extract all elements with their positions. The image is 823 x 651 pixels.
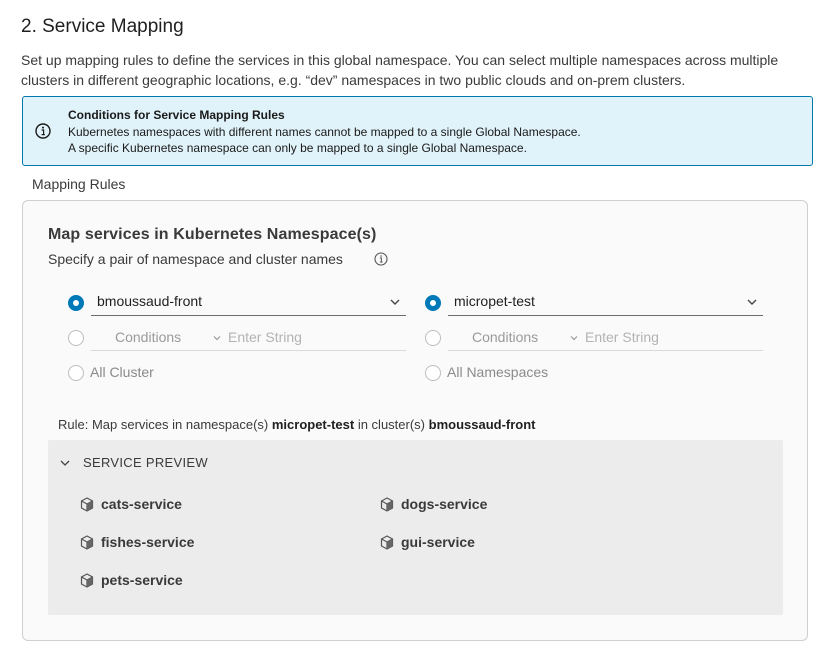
namespace-string-input[interactable]: Enter String bbox=[585, 329, 659, 345]
service-preview-panel bbox=[48, 440, 783, 615]
namespace-select[interactable] bbox=[448, 290, 763, 316]
cube-icon bbox=[80, 497, 94, 512]
chevron-down-icon bbox=[213, 334, 221, 342]
service-name: pets-service bbox=[101, 572, 183, 588]
cluster-conditions-row bbox=[91, 325, 406, 351]
service-name: fishes-service bbox=[101, 534, 195, 550]
chevron-down-icon bbox=[747, 297, 757, 307]
alert-text: A specific Kubernetes namespace can only be mapped to a single Global Namespace. bbox=[68, 141, 527, 155]
alert-text: Kubernetes namespaces with different names cannot be mapped to a single Global Namespace. bbox=[68, 125, 581, 139]
cluster-select[interactable] bbox=[91, 290, 406, 316]
chevron-down-icon bbox=[570, 334, 578, 342]
mapping-rules-label: Mapping Rules bbox=[32, 176, 126, 192]
rule-summary bbox=[58, 417, 536, 432]
cluster-conditions-radio[interactable] bbox=[68, 330, 84, 346]
rule-middle: in cluster(s) bbox=[354, 417, 429, 432]
cube-icon bbox=[80, 573, 94, 588]
namespace-conditions-radio[interactable] bbox=[425, 330, 441, 346]
cluster-conditions-select[interactable]: Conditions bbox=[115, 329, 182, 345]
service-name: gui-service bbox=[401, 534, 475, 550]
service-preview-heading: SERVICE PREVIEW bbox=[83, 455, 208, 470]
page-title: 2. Service Mapping bbox=[21, 16, 184, 37]
all-namespaces-label: All Namespaces bbox=[447, 364, 549, 380]
cube-icon bbox=[380, 497, 394, 512]
rule-cluster: bmoussaud-front bbox=[428, 417, 536, 432]
rule-prefix: Rule: Map services in namespace(s) bbox=[58, 417, 272, 432]
cluster-select-radio[interactable] bbox=[68, 295, 84, 311]
namespace-select-value: micropet-test bbox=[454, 293, 535, 309]
all-cluster-label: All Cluster bbox=[90, 364, 154, 380]
card-title: Map services in Kubernetes Namespace(s) bbox=[48, 226, 377, 243]
cluster-string-input[interactable]: Enter String bbox=[228, 329, 302, 345]
mapping-rule-card bbox=[22, 200, 808, 641]
info-alert bbox=[22, 96, 813, 166]
service-name: cats-service bbox=[101, 496, 182, 512]
all-cluster-radio[interactable] bbox=[68, 365, 84, 381]
chevron-down-icon bbox=[390, 297, 400, 307]
service-name: dogs-service bbox=[401, 496, 488, 512]
cube-icon bbox=[380, 535, 394, 550]
card-subtitle: Specify a pair of namespace and cluster names bbox=[48, 251, 343, 267]
info-icon[interactable] bbox=[374, 252, 388, 266]
namespace-conditions-row bbox=[448, 325, 763, 351]
intro-text: Set up mapping rules to define the services in this global namespace. You can select multiple namespaces across multiple clusters in different geographic locations, e.g. “dev” namespaces in two public clouds and on-prem clusters. bbox=[21, 52, 779, 88]
all-namespaces-radio[interactable] bbox=[425, 365, 441, 381]
alert-title: Conditions for Service Mapping Rules bbox=[68, 108, 285, 122]
cube-icon bbox=[80, 535, 94, 550]
rule-namespace: micropet-test bbox=[271, 417, 355, 432]
chevron-down-icon bbox=[60, 458, 70, 468]
namespace-select-radio[interactable] bbox=[425, 295, 441, 311]
cluster-select-value: bmoussaud-front bbox=[97, 293, 203, 309]
info-icon bbox=[35, 123, 51, 139]
namespace-conditions-select[interactable]: Conditions bbox=[472, 329, 539, 345]
